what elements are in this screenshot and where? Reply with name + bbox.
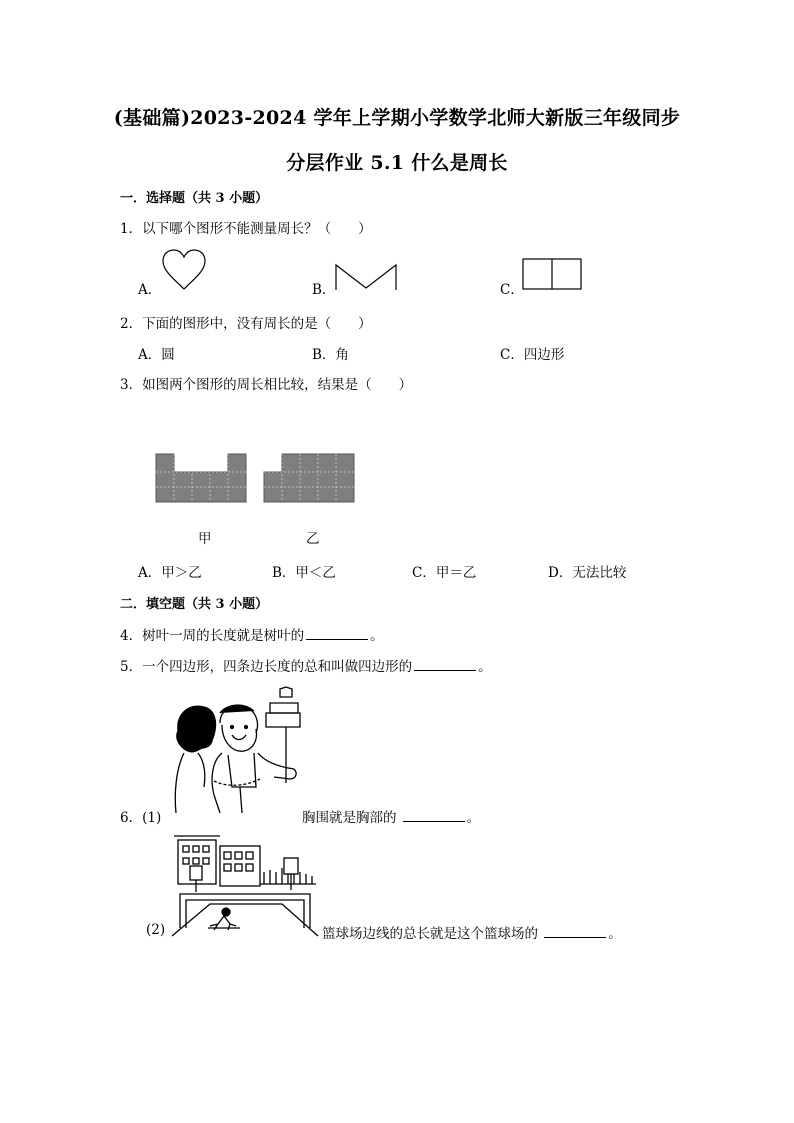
question-4-text: 4．树叶一周的长度就是树叶的 xyxy=(120,628,305,644)
figure-yi-grid-shape xyxy=(264,454,357,504)
question-5-text: 5．一个四边形，四条边长度的总和叫做四边形的 xyxy=(120,659,413,675)
answer-blank[interactable] xyxy=(414,658,476,671)
q3-option-d: D．无法比较 xyxy=(548,565,627,581)
question-6-part-1 xyxy=(302,806,480,826)
mother-measuring-chest-illustration xyxy=(170,683,300,813)
q2-option-b: B．角 xyxy=(312,347,349,363)
question-4 xyxy=(120,624,384,644)
question-5 xyxy=(120,655,492,675)
figure-yi-label: 乙 xyxy=(306,531,320,547)
question-6-label-1: 6．(1) xyxy=(120,810,162,826)
question-6-part-2 xyxy=(322,922,622,942)
section-heading-fill: 二．填空题（共 3 小题） xyxy=(120,597,269,612)
q3-option-b: B．甲＜乙 xyxy=(272,565,336,581)
question-6-part-1-text: 胸围就是胸部的 xyxy=(302,810,397,826)
figure-jia-label: 甲 xyxy=(198,531,212,547)
document-title-line1: (基础篇)2023-2024 学年上学期小学数学北师大新版三年级同步 xyxy=(113,107,681,129)
section-heading-choice: 一．选择题（共 3 小题） xyxy=(120,191,269,206)
figure-jia-grid-shape xyxy=(156,454,249,504)
question-1-text: 1．以下哪个图形不能测量周长？（ ） xyxy=(120,221,372,237)
question-5-end: 。 xyxy=(478,659,492,675)
question-4-end: 。 xyxy=(370,628,384,644)
q3-option-a: A．甲＞乙 xyxy=(138,565,202,581)
question-6-part-2-text: 篮球场边线的总长就是这个篮球场的 xyxy=(322,926,538,942)
document-title-line2: 分层作业 5.1 什么是周长 xyxy=(286,152,508,174)
question-6-label-2: (2) xyxy=(146,922,166,938)
q1-option-c-label: C． xyxy=(500,282,524,298)
question-6-part-2-end: 。 xyxy=(608,926,622,942)
two-square-rectangle-shape xyxy=(522,258,584,292)
q2-option-a: A．圆 xyxy=(138,347,175,363)
q1-option-a-label: A． xyxy=(138,282,162,298)
answer-blank[interactable] xyxy=(403,809,465,822)
heart-shape-icon xyxy=(160,248,208,292)
q2-option-c: C．四边形 xyxy=(500,347,565,363)
question-2-text: 2．下面的图形中，没有周长的是（ ） xyxy=(120,316,372,332)
q3-option-c: C．甲＝乙 xyxy=(412,565,477,581)
question-3-text: 3．如图两个图形的周长相比较，结果是（ ） xyxy=(120,377,413,393)
answer-blank[interactable] xyxy=(306,627,368,640)
open-polyline-shape xyxy=(334,262,400,292)
q1-option-b-label: B． xyxy=(312,282,336,298)
answer-blank[interactable] xyxy=(544,925,606,938)
question-6-part-1-end: 。 xyxy=(466,810,481,826)
basketball-court-illustration xyxy=(170,832,320,940)
